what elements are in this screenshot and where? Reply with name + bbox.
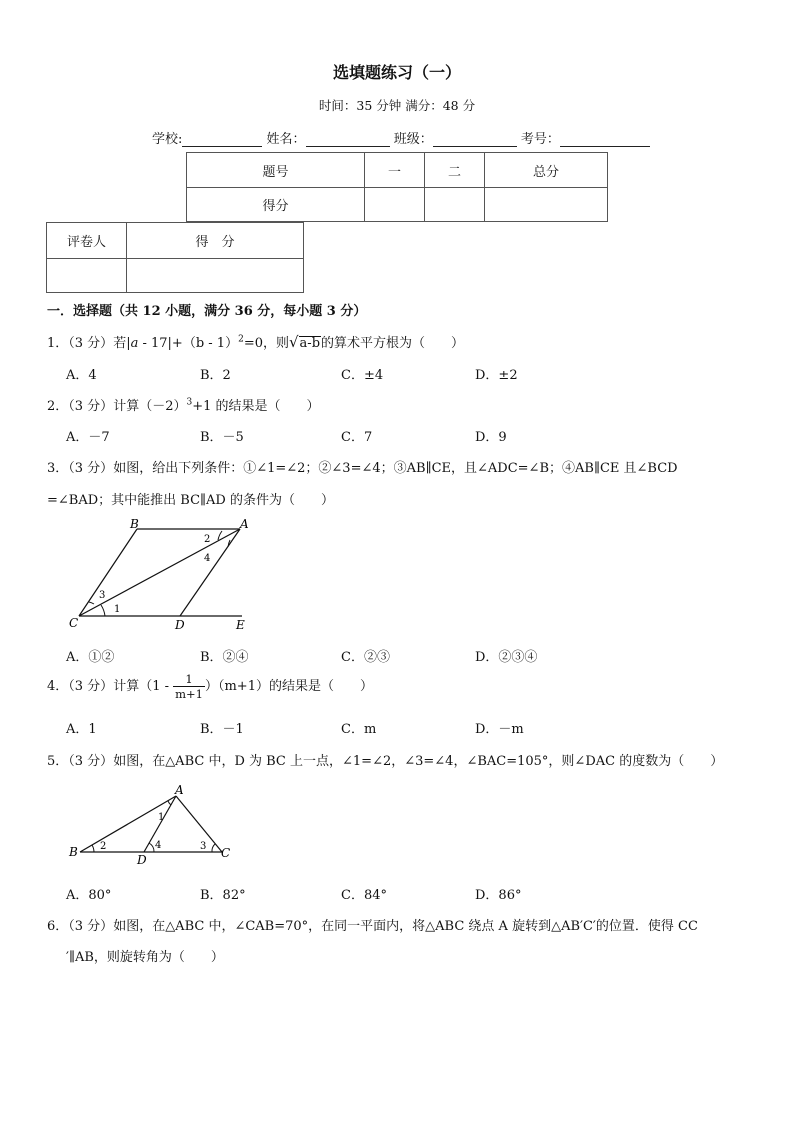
label-angle-1: 1	[114, 604, 121, 615]
grader-score-label: 得 分	[127, 223, 304, 259]
sqrt-sign: √	[288, 333, 299, 351]
school-field[interactable]	[182, 132, 262, 147]
question-number: 3．（3 分）	[47, 461, 114, 476]
q2-text-tail: +1 的结果是（ ）	[192, 399, 320, 414]
question-1	[47, 332, 464, 351]
angle-4-arc	[149, 843, 154, 852]
q5-text: 如图，在△ABC 中，D 为 BC 上一点，∠1=∠2，∠3=∠4，∠BAC=105°，则∠DAC 的度数为（ ）	[113, 754, 724, 769]
angle-2-arc	[92, 845, 94, 852]
exam-no-label: 考号：	[520, 132, 560, 147]
q5-triangle-figure	[64, 782, 244, 868]
option-b[interactable]: B．－1	[200, 722, 244, 737]
class-field[interactable]	[433, 132, 517, 147]
label-angle-2: 2	[204, 534, 211, 545]
question-2	[47, 395, 320, 414]
segment-ca	[79, 529, 240, 616]
label-point-c: C	[221, 846, 231, 860]
q2-text-pre: 计算（－2）	[113, 399, 187, 414]
q1-radicand: a-b	[299, 336, 321, 351]
q1-text-tail: 的算术平方根为（ ）	[321, 336, 465, 351]
question-number: 5．（3 分）	[47, 754, 114, 769]
q6-text-line1: 如图，在△ABC 中，∠CAB=70°，在同一平面内，将△ABC 绕点 A 旋转到△AB′C′的位置．使得 CC	[113, 919, 698, 934]
segment-bc	[79, 529, 137, 616]
label-point-b: B	[130, 517, 139, 531]
question-3-cont: =∠BAD；其中能推出 BC∥AD 的条件为（ ）	[47, 493, 334, 508]
q1-text-after: =0，则	[243, 336, 289, 351]
angle-3-arc	[212, 844, 215, 852]
q1-text-pre: 若|	[113, 336, 131, 351]
option-c[interactable]: C．②③	[341, 650, 390, 665]
score-table-header: 题号	[187, 153, 365, 188]
question-4	[47, 672, 373, 701]
option-c[interactable]: C．7	[341, 430, 373, 445]
grader-score-cell[interactable]	[127, 259, 304, 293]
label-angle-3: 3	[200, 841, 207, 852]
score-table-header: 总分	[485, 153, 608, 188]
angle-1-arc	[101, 605, 105, 616]
option-d[interactable]: D．②③④	[475, 650, 538, 665]
score-table	[186, 152, 608, 222]
option-d[interactable]: D．9	[475, 430, 507, 445]
label-point-a: A	[240, 517, 249, 531]
score-cell[interactable]	[425, 188, 485, 222]
q1-text-mid: - 17|+（b - 1）	[138, 336, 239, 351]
option-b[interactable]: B．②④	[200, 650, 249, 665]
label-point-b: B	[69, 845, 78, 859]
q4-text-pre: 计算（1 -	[113, 679, 174, 694]
option-b[interactable]: B．82°	[200, 888, 246, 903]
school-label: 学校:	[152, 132, 183, 147]
label-point-e: E	[236, 618, 245, 632]
q3-text-line1: 如图，给出下列条件：①∠1=∠2；②∠3=∠4；③AB∥CE，且∠ADC=∠B；④AB∥CE 且∠BCD	[113, 461, 678, 476]
option-a[interactable]: A．1	[66, 722, 97, 737]
option-a[interactable]: A．80°	[66, 888, 112, 903]
option-b[interactable]: B．2	[200, 368, 231, 383]
exam-no-field[interactable]	[560, 132, 650, 147]
score-cell[interactable]	[485, 188, 608, 222]
exam-subtitle: 时间：35 分钟 满分：48 分	[318, 98, 476, 113]
fraction-denominator: m+1	[175, 687, 203, 701]
option-a[interactable]: A．－7	[66, 430, 110, 445]
label-angle-4: 4	[155, 840, 162, 851]
label-point-a: A	[175, 783, 184, 797]
option-c[interactable]: C．±4	[341, 368, 384, 383]
q4-text-tail: ）（m+1）的结果是（ ）	[204, 679, 373, 694]
option-a[interactable]: A．4	[66, 368, 97, 383]
label-angle-3: 3	[99, 590, 106, 601]
option-d[interactable]: D．－m	[475, 722, 524, 737]
class-label: 班级：	[393, 132, 433, 147]
question-3	[47, 457, 678, 476]
score-table-header: 二	[425, 153, 485, 188]
label-angle-2: 2	[100, 841, 107, 852]
segment-ba	[80, 796, 176, 852]
option-c[interactable]: C．m	[341, 722, 377, 737]
label-point-d: D	[137, 853, 147, 867]
question-number: 1．（3 分）	[47, 336, 114, 351]
section-heading: 一．选择题（共 12 小题，满分 36 分，每小题 3 分）	[47, 304, 367, 319]
grader-cell[interactable]	[47, 259, 127, 293]
question-number: 4．（3 分）	[47, 679, 114, 694]
angle-3-arc	[89, 602, 94, 604]
q2-exponent: 3	[186, 397, 193, 408]
question-5	[47, 750, 723, 769]
label-point-c: C	[69, 616, 79, 630]
option-d[interactable]: D．86°	[475, 888, 522, 903]
score-row-label: 得分	[187, 188, 365, 222]
question-6	[47, 915, 698, 934]
option-c[interactable]: C．84°	[341, 888, 387, 903]
q3-parallelogram-figure	[60, 512, 260, 634]
score-cell[interactable]	[365, 188, 425, 222]
q1-exponent: 2	[238, 334, 244, 345]
angle-1-arc	[168, 801, 171, 805]
question-6-cont: ′∥AB，则旋转角为（ ）	[66, 950, 224, 965]
label-point-d: D	[175, 618, 185, 632]
question-number: 6．（3 分）	[47, 919, 114, 934]
name-field[interactable]	[306, 132, 390, 147]
grader-table	[46, 222, 304, 293]
label-angle-4: 4	[204, 553, 211, 564]
page-title: 选填题练习（一）	[332, 63, 461, 82]
option-a[interactable]: A．①②	[66, 650, 115, 665]
student-info-line	[152, 128, 650, 147]
question-number: 2．（3 分）	[47, 399, 114, 414]
label-angle-1: 1	[158, 812, 165, 823]
option-d[interactable]: D．±2	[475, 368, 518, 383]
name-label: 姓名：	[266, 132, 306, 147]
q1-var-a: a	[130, 336, 139, 351]
score-table-header: 一	[365, 153, 425, 188]
grader-label: 评卷人	[47, 223, 127, 259]
fraction-numerator: 1	[173, 672, 205, 687]
q4-fraction	[173, 672, 205, 701]
option-b[interactable]: B．－5	[200, 430, 244, 445]
segment-ac	[176, 796, 222, 852]
